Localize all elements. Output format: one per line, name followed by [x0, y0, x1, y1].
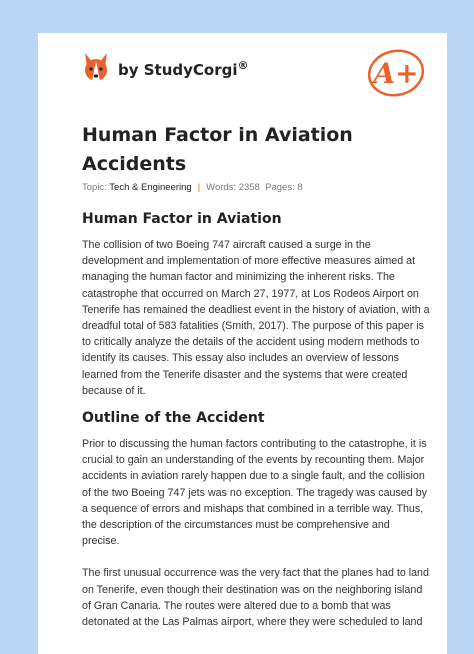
brand[interactable]: [82, 51, 249, 83]
section-paragraph: Prior to discussing the human factors contributing to the catastrophe, it is crucial to gain an understanding of the events by recounting them. Major accidents in aviation rarely happen due to a single fault, and the collision of the two Boeing 747 jets was no exception. The tragedy was caused by a sequence of errors and mishaps that combined in a terrible way. Thus, the description of the circumstances must be comprehensive and precise.: [82, 438, 427, 548]
brand-name: by StudyCorgi: [118, 61, 238, 79]
section-paragraph: The first unusual occurrence was the very fact that the planes had to land on Tenerife, even though their destination was on the neighboring island of Gran Canaria. The routes were altered due to a bomb that was detonated at the Las Palmas airport, where they were scheduled to land: [82, 567, 429, 629]
section-outline: [82, 410, 430, 630]
meta-separator: |: [197, 182, 201, 193]
grade-stamp-icon: [365, 45, 429, 99]
topic-link[interactable]: Tech & Engineering: [109, 182, 192, 193]
document-title: Human Factor in Aviation Accidents: [82, 124, 353, 175]
topic-label: Topic:: [82, 182, 107, 193]
document-page: [38, 33, 447, 654]
word-count: Words: 2358: [206, 182, 260, 193]
section-paragraph: The collision of two Boeing 747 aircraft caused a surge in the development and implementation of more effective measures aimed at managing the human factor and minimizing the inherent risks. The catastrophe that occurred on March 27, 1977, at Los Rodeos Airport on Tenerife has remained the deadliest event in the history of aviation, with a dreadful total of 583 fatalities (Smith, 2017). The purpose of this paper is to critically analyze the details of the accident using modern methods to identify its causes. This essay also includes an overview of lessons learned from the Tenerife disaster and the systems that were created because of it.: [82, 239, 430, 397]
grade-label: A+: [373, 57, 419, 90]
page-count: Pages: 8: [265, 182, 303, 193]
section-heading: Outline of the Accident: [82, 410, 265, 426]
document-meta: [82, 182, 303, 193]
section-human-factor: [82, 211, 430, 399]
section-heading: Human Factor in Aviation: [82, 211, 282, 227]
registered-mark: ®: [237, 59, 249, 72]
corgi-logo-icon: [82, 51, 110, 83]
